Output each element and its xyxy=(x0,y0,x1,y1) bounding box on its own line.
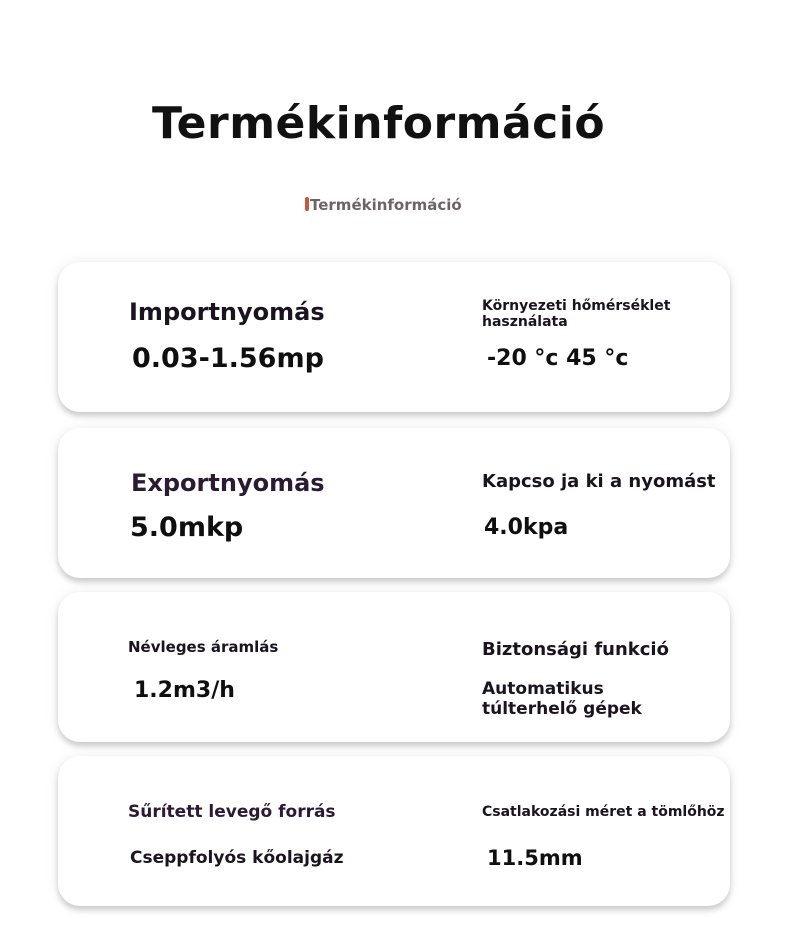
spec-value-ambient-temperature: -20 °c 45 °c xyxy=(487,346,629,371)
spec-label-hose-connection: Csatlakozási méret a tömlőhöz xyxy=(482,804,725,820)
spec-card-export-pressure xyxy=(58,428,730,578)
spec-label-export-pressure: Exportnyomás xyxy=(131,469,325,497)
subtitle-text: Termékinformáció xyxy=(310,196,462,214)
section-subtitle xyxy=(305,196,462,214)
spec-value-import-pressure: 0.03-1.56mp xyxy=(132,343,324,374)
spec-value-rated-flow: 1.2m3/h xyxy=(134,678,235,703)
spec-value-cutoff-pressure: 4.0kpa xyxy=(484,515,569,540)
spec-value-export-pressure: 5.0mkp xyxy=(130,512,244,543)
spec-value-safety-function: Automatikus túlterhelő gépek xyxy=(482,679,642,719)
spec-label-safety-function: Biztonsági funkció xyxy=(482,639,669,660)
spec-value-air-source: Cseppfolyós kőolajgáz xyxy=(130,848,344,868)
spec-card-air-source xyxy=(58,756,730,906)
spec-label-import-pressure: Importnyomás xyxy=(129,298,325,326)
page-title: Termékinformáció xyxy=(152,98,606,149)
spec-label-cutoff-pressure: Kapcso ja ki a nyomást xyxy=(482,471,716,492)
spec-card-rated-flow xyxy=(58,592,730,742)
spec-label-air-source: Sűrített levegő forrás xyxy=(128,802,336,822)
spec-value-hose-connection: 11.5mm xyxy=(487,846,583,870)
spec-label-ambient-temperature: Környezeti hőmérséklet használata xyxy=(482,298,671,331)
spec-label-rated-flow: Névleges áramlás xyxy=(128,638,279,656)
accent-mark xyxy=(305,197,309,211)
spec-card-import-pressure xyxy=(58,262,730,412)
